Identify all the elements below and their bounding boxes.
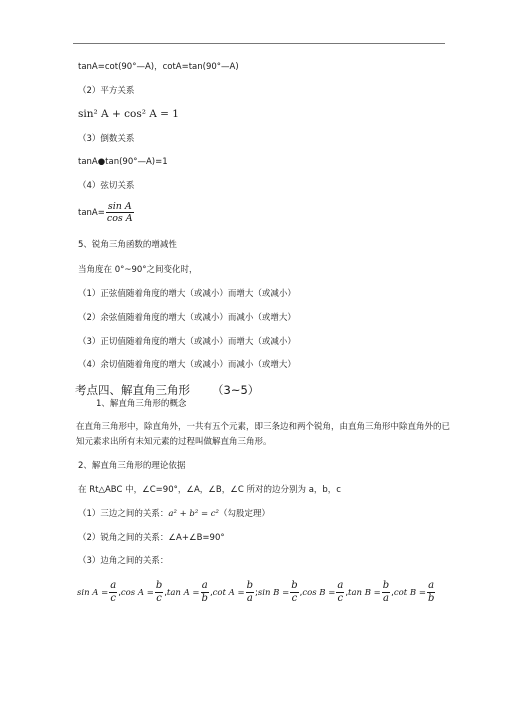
monotonicity-item-3: （3）正切值随着角度的增大（或减小）而增大（或减小）	[78, 337, 296, 347]
ratio-numerator: b	[246, 580, 254, 591]
trig-ratio-term	[299, 580, 349, 604]
ratio-numerator: b	[291, 580, 298, 591]
section4-score: （3~5）	[212, 383, 260, 397]
cofunction-line: tanA=cot(90°—A)，cotA=tan(90°—A)	[78, 62, 239, 72]
ratio-fraction	[201, 580, 209, 605]
edge-angle-relation-title: （3）边角之间的关系：	[78, 556, 169, 566]
ratio-function: tan A =	[166, 588, 200, 598]
header-rule	[73, 43, 445, 44]
reciprocal-relation-title: （3）倒数关系	[78, 134, 135, 144]
ratio-separator: ,	[209, 588, 213, 598]
trig-ratio-formulas	[77, 580, 436, 605]
ratio-denominator: a	[246, 593, 253, 604]
ratio-separator: ;	[255, 588, 258, 598]
section4-title: 考点四、解直角三角形	[75, 383, 190, 397]
ratio-separator: ,	[391, 588, 394, 598]
monotonicity-item-1: （1）正弦值随着角度的增大（或减小）而增大（或减小）	[78, 289, 296, 299]
ratio-function: cot B =	[393, 588, 426, 598]
ratio-function: cos A =	[120, 588, 154, 598]
ratio-fraction	[336, 580, 344, 605]
pythagoras-note: （勾股定理）	[218, 509, 270, 519]
ratio-function: cos B =	[302, 588, 336, 598]
ratio-separator: ,	[345, 588, 349, 598]
ratio-denominator: c	[337, 593, 344, 604]
ratio-numerator: b	[382, 580, 390, 591]
ratio-function: tan B =	[348, 588, 381, 598]
ratio-numerator: a	[428, 580, 435, 591]
ratio-denominator: b	[427, 593, 435, 604]
trig-ratio-term	[77, 580, 121, 604]
trig-ratio-term	[348, 580, 394, 604]
ratio-fraction	[382, 580, 390, 605]
section4-heading	[75, 382, 259, 398]
trig-ratio-term	[166, 580, 213, 604]
fraction-numerator: sin A	[107, 201, 132, 212]
pythagoras-formula: a² + b² = c²	[168, 509, 219, 519]
quotient-prefix: tanA=	[78, 208, 105, 218]
ratio-fraction	[109, 580, 117, 605]
ratio-numerator: a	[110, 580, 117, 591]
trig-ratio-term	[212, 580, 258, 604]
edge-relation-label: （1）三边之间的关系：	[78, 509, 169, 519]
concept-subtitle: 1、解直角三角形的概念	[96, 399, 187, 409]
ratio-denominator: a	[382, 593, 389, 604]
reciprocal-relation-formula: tanA●tan(90°—A)=1	[78, 157, 168, 167]
ratio-fraction	[427, 580, 435, 605]
ratio-separator: ,	[299, 588, 303, 598]
square-relation-formula: sin² A + cos² A = 1	[78, 108, 179, 120]
quotient-relation-title: （4）弦切关系	[78, 181, 135, 191]
square-relation-title: （2）平方关系	[78, 86, 135, 96]
ratio-function: cot A =	[212, 588, 245, 598]
monotonicity-item-4: （4）余切值随着角度的增大（或减小）而减小（或增大）	[78, 360, 296, 370]
edge-relation-line	[78, 509, 270, 520]
ratio-numerator: b	[155, 580, 163, 591]
trig-ratio-term	[257, 580, 303, 604]
triangle-basis-intro: 在 Rt△ABC 中，∠C=90°，∠A，∠B，∠C 所对的边分别为 a，b，c	[78, 485, 341, 495]
angle-relation-line: （2）锐角之间的关系：∠A+∠B=90°	[78, 533, 225, 543]
ratio-denominator: c	[156, 593, 162, 604]
monotonicity-title: 5、锐角三角函数的增减性	[78, 240, 177, 250]
definition-paragraph: 在直角三角形中，除直角外，一共有五个元素，即三条边和两个锐角，由直角三角形中除直角外的已知元素求出所有未知元素的过程叫做解直角三角形。	[76, 422, 451, 447]
ratio-denominator: b	[201, 593, 208, 604]
trig-ratio-term	[393, 580, 436, 604]
monotonicity-intro: 当角度在 0°~90°之间变化时，	[78, 265, 198, 275]
ratio-fraction	[155, 580, 163, 605]
ratio-separator: ,	[164, 588, 167, 598]
fraction-denominator: cos A	[106, 213, 133, 224]
quotient-formula	[78, 201, 135, 224]
monotonicity-item-2: （2）余弦值随着角度的增大（或减小）而减小（或增大）	[78, 313, 296, 323]
ratio-function: sin B =	[257, 588, 290, 598]
ratio-fraction	[246, 580, 254, 605]
ratio-denominator: c	[110, 593, 117, 604]
theory-subtitle: 2、解直角三角形的理论依据	[78, 461, 186, 471]
sin-over-cos-fraction	[106, 201, 134, 224]
ratio-function: sin A =	[77, 588, 109, 598]
trig-ratio-term	[120, 580, 167, 604]
ratio-separator: ,	[118, 588, 121, 598]
ratio-numerator: a	[201, 580, 208, 591]
ratio-numerator: a	[337, 580, 344, 591]
ratio-denominator: c	[291, 593, 298, 604]
ratio-fraction	[290, 580, 298, 605]
